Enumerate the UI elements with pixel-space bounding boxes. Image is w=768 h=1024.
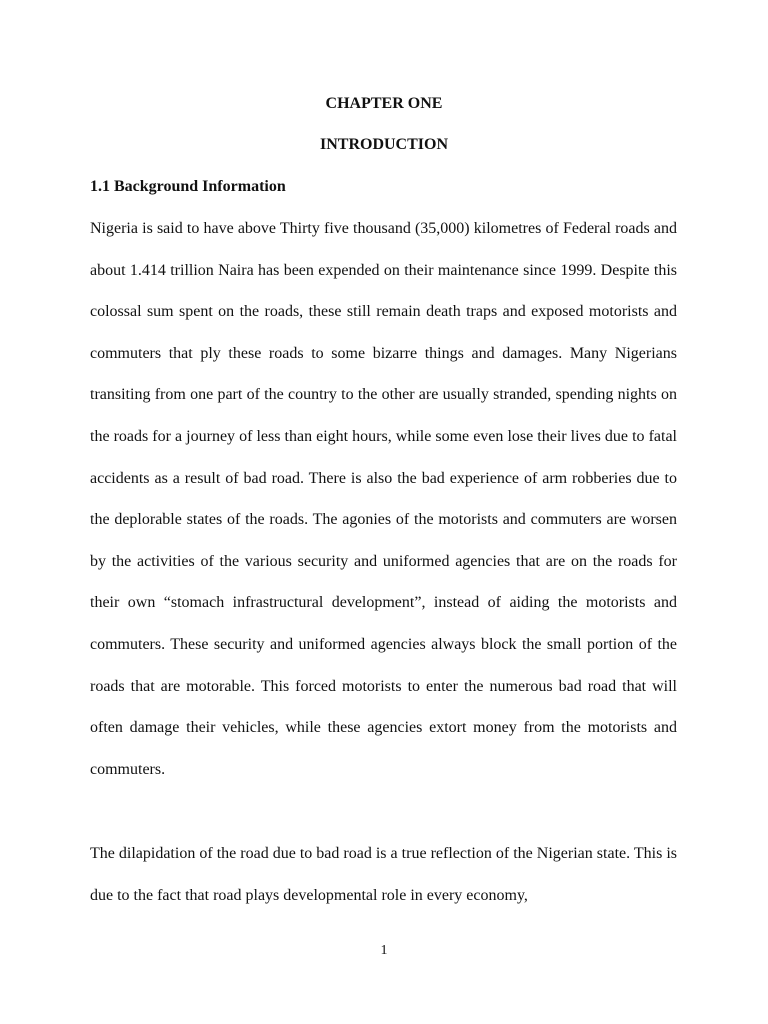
section-title: INTRODUCTION <box>319 136 448 153</box>
page-number: 1 <box>380 943 388 958</box>
body-paragraph: Nigeria is said to have above Thirty five thousand (35,000) kilometres of Federal roads and about 1.414 trillion Naira has been expended on their maintenance since 1999. Despite this colossal sum spent on the roads, these still remain death traps and exposed motorists and commuters that ply these roads to some bizarre things and damages. Many Nigerians transiting from one part of the country to the other are usually stranded, spending nights on the roads for a journey of less than eight hours, while some even lose their lives due to fatal accidents as a result of bad road. There is also the bad experience of arm robberies due to the deplorable states of the roads. The agonies of the motorists and commuters are worsen by the activities of the various security and uniformed agencies that are on the roads for their own “stomach infrastructural development”, instead of aiding the motorists and commuters. These security and uniformed agencies always block the small portion of the roads that are motorable. This forced motorists to enter the numerous bad road that will often damage their vehicles, while these agencies extort money from the motorists and commuters. <box>90 220 677 778</box>
chapter-title: CHAPTER ONE <box>325 95 443 112</box>
body-paragraph: The dilapidation of the road due to bad road is a true reflection of the Nigerian state. This is due to the fact that road plays developmental role in every economy, <box>90 845 677 904</box>
subsection-heading: 1.1 Background Information <box>90 178 286 195</box>
